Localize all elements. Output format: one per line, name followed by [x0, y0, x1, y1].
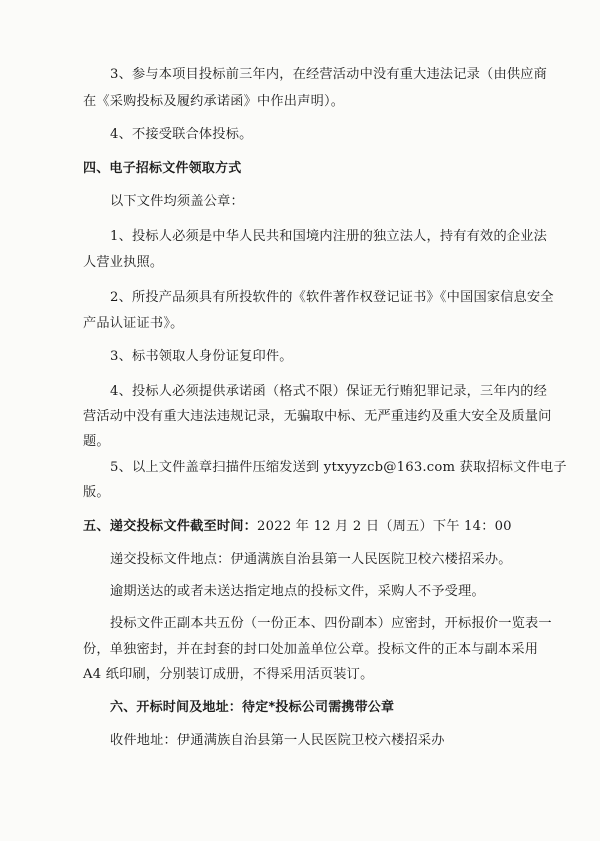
- item-4-line-3: 题。: [83, 434, 110, 449]
- section-5-heading: [83, 519, 512, 535]
- section-6-heading: 六、开标时间及地址：待定*投标公司需携带公章: [110, 700, 395, 715]
- intro-text: 以下文件均须盖公章：: [110, 194, 244, 209]
- item-4-line-1: 4、投标人必须提供承诺函（格式不限）保证无行贿犯罪记录，三年内的经: [110, 384, 547, 399]
- section-5-heading-label: 五、递交投标文件截至时间：: [83, 519, 258, 534]
- item-5-line-2: 版。: [83, 485, 110, 500]
- copies-line-2: 份，单独密封，并在封套的封口处加盖单位公章。投标文件的正本与副本采用: [83, 642, 539, 657]
- submission-deadline: 2022 年 12 月 2 日（周五）下午 14：00: [257, 519, 512, 534]
- item-3: 3、标书领取人身份证复印件。: [110, 349, 293, 364]
- item-2-line-2: 产品认证证书》。: [83, 316, 184, 331]
- submit-place: 递交投标文件地点：伊通满族自治县第一人民医院卫校六楼招采办。: [110, 552, 512, 567]
- item-1-line-2: 人营业执照。: [83, 255, 164, 270]
- paragraph-3-line-2: 在《采购投标及履约承诺函》中作出声明）。: [83, 94, 345, 109]
- copies-line-3: A4 纸印刷，分别装订成册，不得采用活页装订。: [83, 667, 374, 682]
- item-1-line-1: 1、投标人必须是中华人民共和国境内注册的独立法人，持有有效的企业法: [110, 229, 547, 244]
- paragraph-3-line-1: 3、参与本项目投标前三年内，在经营活动中没有重大违法记录（由供应商: [110, 67, 547, 82]
- late-notice: 逾期送达的或者未送达指定地点的投标文件，采购人不予受理。: [110, 584, 485, 599]
- section-4-heading: 四、电子招标文件领取方式: [83, 161, 242, 176]
- receive-address: 收件地址：伊通满族自治县第一人民医院卫校六楼招采办: [110, 733, 445, 748]
- item-4-line-2: 营活动中没有重大违法违规记录，无骗取中标、无严重违约及重大安全及质量问: [83, 409, 552, 424]
- item-2-line-1: 2、所投产品须具有所投软件的《软件著作权登记证书》《中国国家信息安全: [110, 290, 554, 305]
- copies-line-1: 投标文件正副本共五份（一份正本、四份副本）应密封，开标报价一览表一: [110, 616, 552, 631]
- item-5-line-1: 5、以上文件盖章扫描件压缩发送到 ytxyyzcb@163.com 获取招标文件电子: [110, 460, 567, 475]
- paragraph-4: 4、不接受联合体投标。: [110, 127, 253, 142]
